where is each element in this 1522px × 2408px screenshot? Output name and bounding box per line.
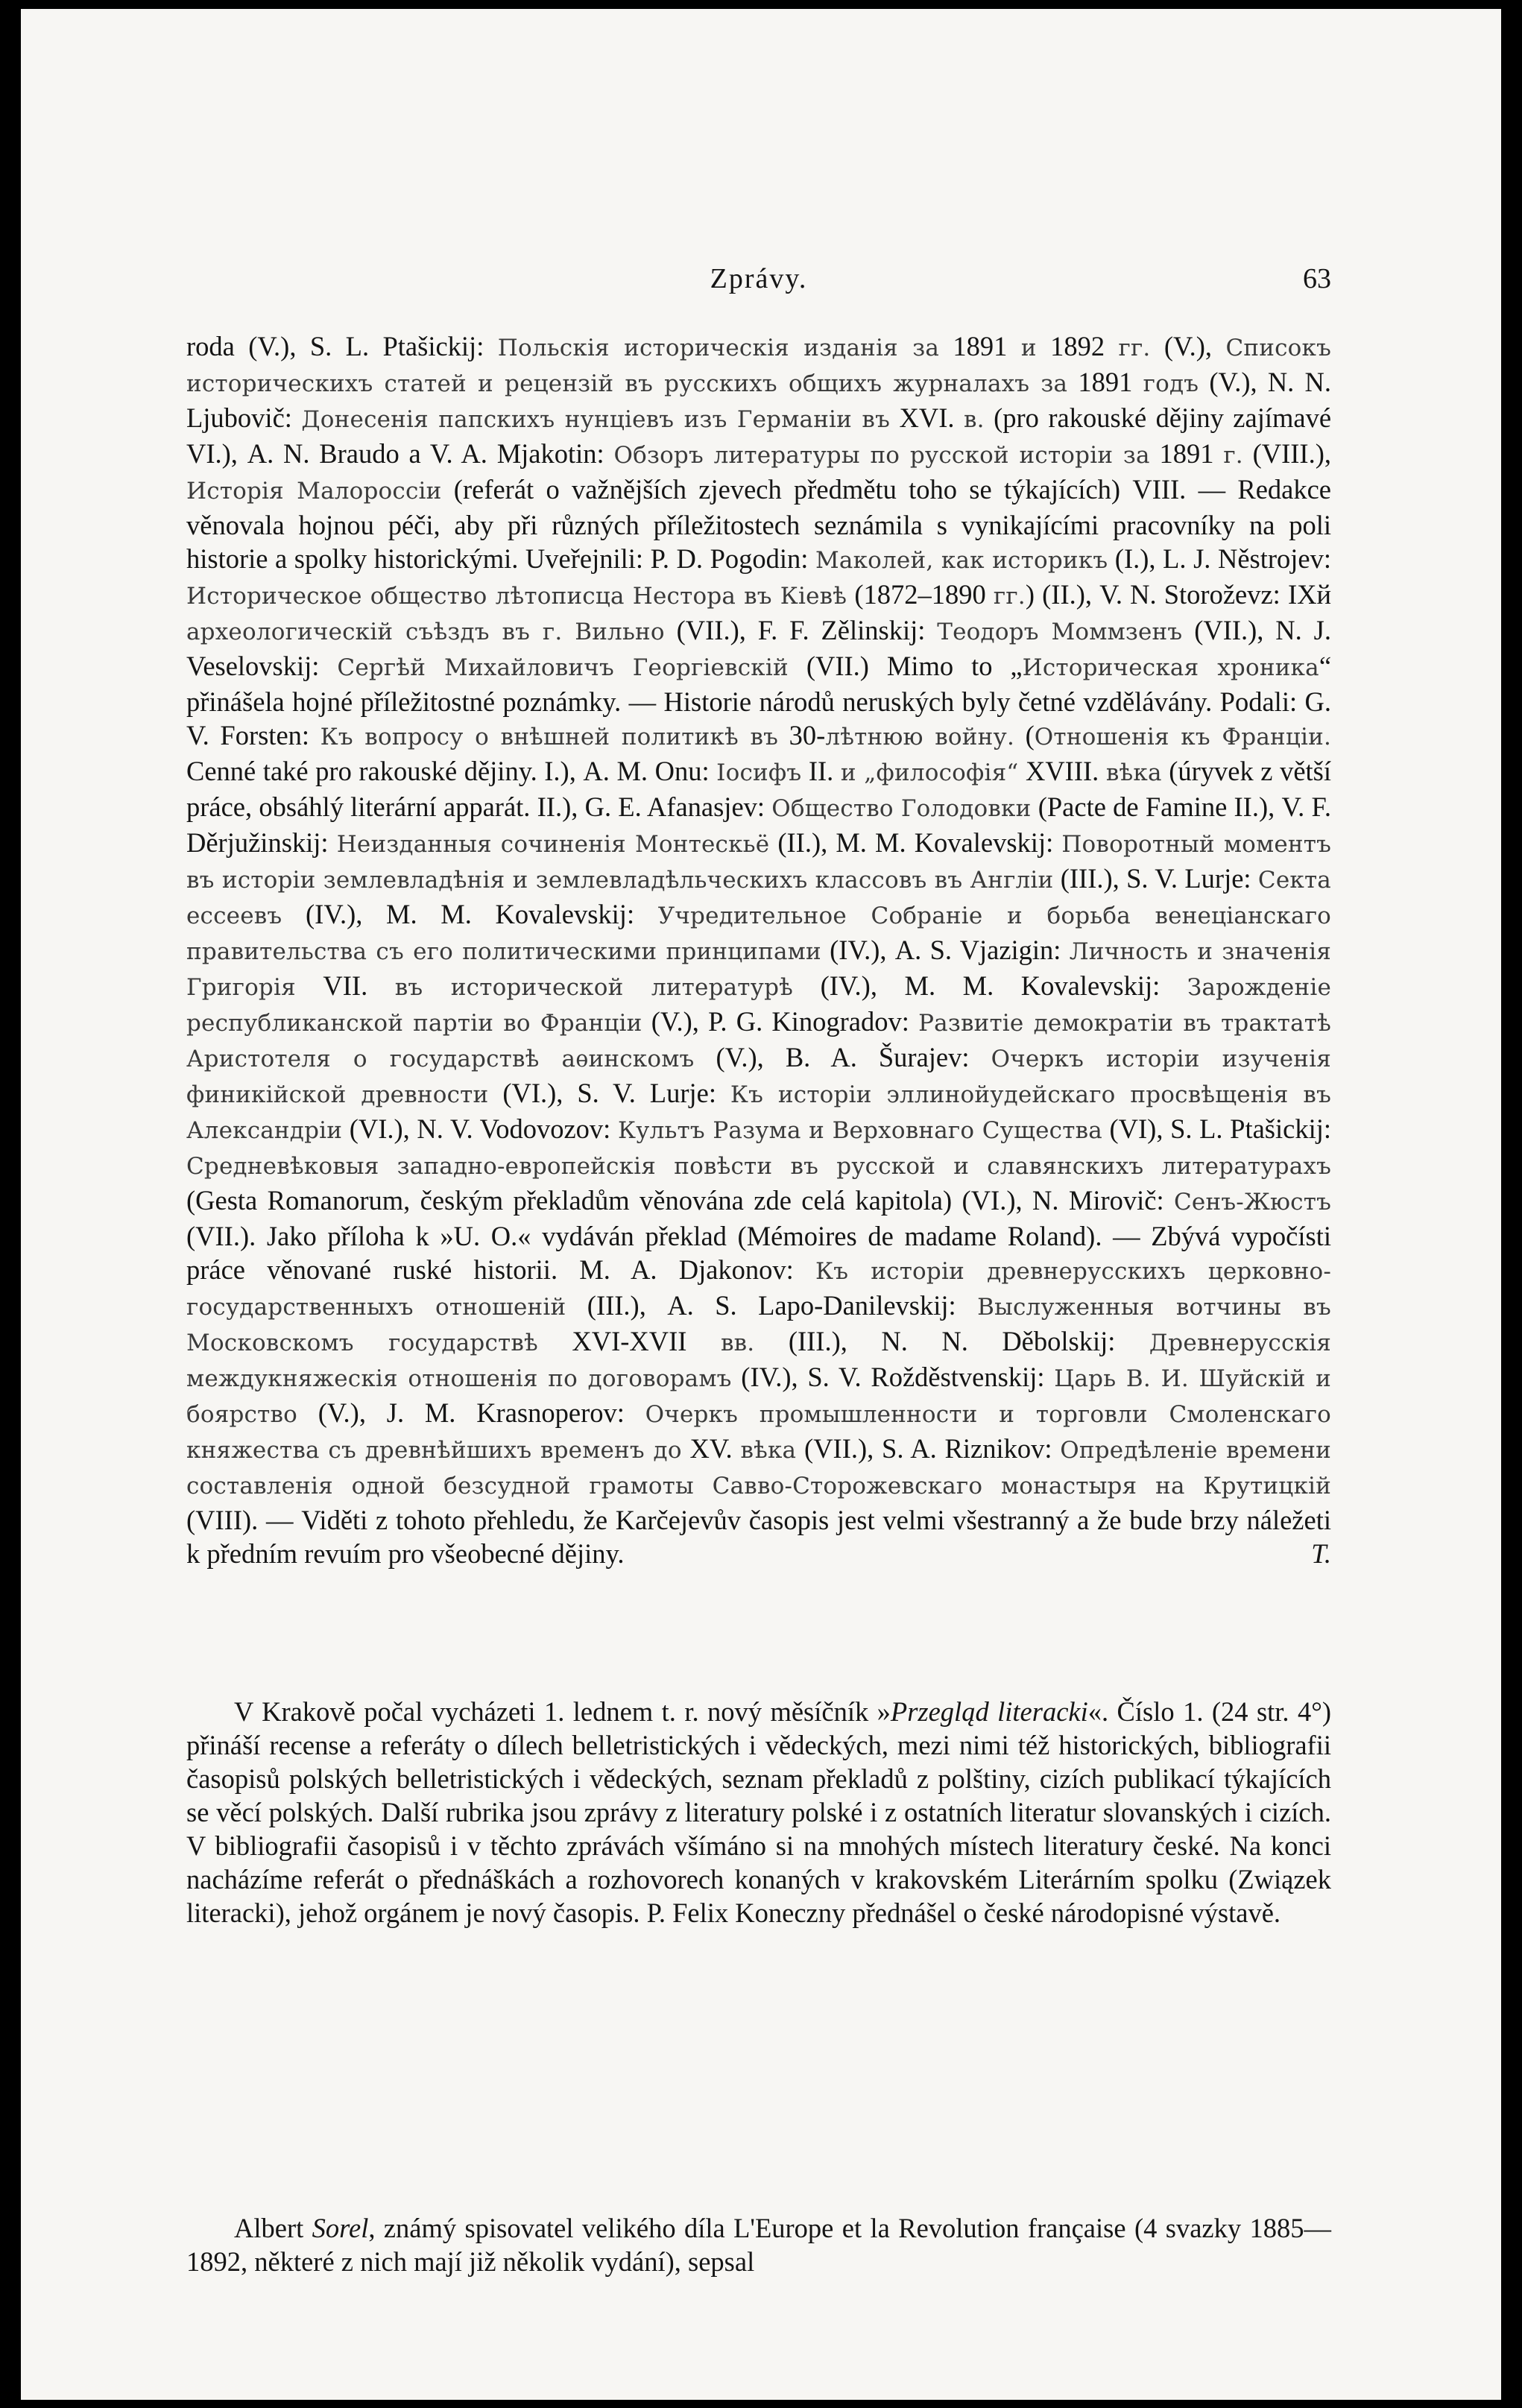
- review-text-run: “ přinášela hojné příležitostné poznámky. — Historie národů neruských byly četné vzdělávány. Podali: G. V. Forsten:: [186, 651, 1332, 750]
- review-styled-run: Іосифъ: [716, 759, 802, 786]
- review-text-run: 1892: [1036, 331, 1119, 361]
- sorel-styled-run: Sorel: [312, 2213, 369, 2243]
- review-text-run: (VI.), S. V. Lurje:: [488, 1078, 730, 1108]
- review-text-run: (VII.) Mimo to „: [788, 651, 1023, 681]
- review-text-run: (VII.), F. F. Zělinskij:: [664, 615, 938, 645]
- review-text-run: (VII.). Jako příloha k »U. O.« vydáván překlad (Mémoires de madame Roland). — Zbývá vypočísti práce věnované ruské historii. M. A. Djakonov:: [186, 1221, 1331, 1285]
- review-styled-run: и „философія“: [840, 759, 1019, 786]
- review-styled-run: Списокъ историческихъ статей и рецензій въ русскихъ общихъ журналахъ за: [186, 335, 1332, 397]
- review-styled-run: Средневѣковыя западно-европейскія повѣсти въ русской и славянскихъ литературахъ: [186, 1153, 1331, 1180]
- review-styled-run: Неизданныя сочиненія Монтескьё: [336, 831, 770, 858]
- review-text-run: (VIII.),: [1242, 438, 1331, 469]
- page-title: Zprávy.: [710, 263, 808, 294]
- review-styled-run: Опредѣленіе времени составленія одной безсудной грамоты Савво-Сторожевскаго монастыря на Крутицкій: [186, 1437, 1332, 1500]
- review-styled-run: вѣка: [740, 1437, 797, 1464]
- przeglad-paragraph: [186, 1695, 1331, 1930]
- review-text-run: (Pacte de Famine II.), V. F. Děrjužinskij:: [186, 791, 1331, 858]
- review-styled-run: Донесенія папскихъ нунціевъ изъ Германіи въ: [301, 406, 891, 433]
- page-sheet: [21, 9, 1501, 2400]
- review-styled-run: Личность и значенія Григорія: [186, 938, 1331, 1001]
- review-styled-run: гг.: [1118, 335, 1151, 361]
- sorel-text-run: , známý spisovatel velikého díla L'Europe et la Revolution française (4 svazky 1885—1892, některé z nich mají již několik vydání), sepsal: [186, 2213, 1331, 2277]
- review-styled-run: годъ: [1143, 370, 1199, 397]
- review-styled-run: Польскія историческія изданія за: [497, 335, 940, 361]
- running-header: [186, 262, 1331, 307]
- review-text-run: 1891: [1067, 367, 1143, 397]
- review-text-run: (VII.), S. A. Riznikov:: [796, 1433, 1061, 1464]
- review-text-run: (III.), N. N. Děbolskij:: [754, 1326, 1149, 1356]
- review-styled-run: въ исторической литературѣ: [394, 974, 794, 1001]
- przeglad-text: [186, 1696, 1331, 1928]
- review-text-run: XVIII.: [1018, 756, 1106, 786]
- review-text-run: (III.), S. V. Lurje:: [1053, 863, 1258, 894]
- review-styled-run: Древнерусскія междукняжескія отношенія по договорамъ: [186, 1330, 1331, 1392]
- review-text-run: (VI), S. L. Ptašickij:: [1102, 1113, 1332, 1144]
- review-text-run: (pro rakouské dějiny zajímavé VI.), A. N. Braudo a V. A. Mjakotin:: [186, 402, 1332, 469]
- review-styled-run: Маколей, как историкъ: [815, 547, 1108, 574]
- review-text-run: (V.), P. G. Kinogradov:: [642, 1006, 919, 1037]
- review-text-run: ) (II.), V. N. Storoževz: IXй: [1025, 579, 1332, 610]
- review-styled-run: в.: [963, 406, 985, 433]
- review-text-run: (IV.), M. M. Kovalevskij:: [793, 970, 1187, 1001]
- review-styled-run: и: [1020, 335, 1037, 361]
- review-styled-run: Общество Голодовки: [771, 795, 1032, 822]
- review-styled-run: Очеркъ исторіи изученія финикійской древности: [186, 1046, 1332, 1108]
- review-styled-run: г.: [1223, 442, 1243, 469]
- review-text-run: XVI.: [890, 402, 964, 433]
- review-styled-run: Къ вопросу о внѣшней политикѣ въ: [320, 724, 779, 750]
- sorel-text-run: Albert: [234, 2213, 312, 2243]
- review-text-run: (IV.), M. M. Kovalevskij:: [282, 899, 658, 929]
- review-text-run: II.: [801, 756, 841, 786]
- review-text-run: XVI-XVII: [537, 1326, 721, 1356]
- review-styled-run: Сергѣй Михайловичъ Георгіевскій: [337, 654, 789, 681]
- review-styled-run: Развитіе демократіи въ трактатѣ Аристотеля о государствѣ аѳинскомъ: [186, 1010, 1331, 1072]
- sorel-section: [186, 2211, 1331, 2278]
- review-styled-run: Очеркъ промышленности и торговли Смоленскаго княжества съ древнѣйшихъ временъ до: [186, 1401, 1331, 1464]
- review-styled-run: Выслуженныя вотчины въ Московскомъ государствѣ: [186, 1294, 1331, 1356]
- review-text-run: (V.), B. A. Šurajev:: [694, 1042, 991, 1072]
- review-text-run: (V.), N. N. Ljubovič:: [186, 367, 1332, 433]
- review-styled-run: Теодоръ Моммзенъ: [937, 619, 1183, 645]
- review-text-run: (V.),: [1150, 331, 1226, 361]
- review-styled-run: Зарожденіе республиканской партіи во Франціи: [186, 974, 1331, 1037]
- review-text-run: Cenné také pro rakouské dějiny. I.), A. M. Onu:: [186, 756, 717, 786]
- przeglad-text-run: «. Číslo 1. (24 str. 4°) přináší recense a referáty o dílech belletristických i vědeckých, mezi nimi též historických, bibliografii časopisů polských belletristických i vědeckých, seznam překladů z polštiny, cizích publikací týkajících se věcí polských. Další rubrika jsou zprávy z literatury polské i z ostatních literatur slovanských i cizích. V bibliografii časopisů i v těchto zprávách všímáno si na mnohých místech literatury české. Na konci nacházíme referát o přednáškách a rozhovorech konaných v krakovském Literárním spolku (Związek literacki), jehož orgánem je nový časopis. P. Felix Koneczny přednášel o české národopisné výstavě.: [186, 1696, 1331, 1928]
- sorel-text: [186, 2213, 1331, 2277]
- review-text-run: (VIII). — Viděti z tohoto přehledu, že Karčejevův časopis jest velmi všestranný a že bude brzy náležeti k předním revuím pro všeobecné dějiny.: [186, 1505, 1331, 1569]
- review-styled-run: лѣтнюю войну.: [825, 724, 1014, 750]
- review-styled-run: Исторія Малороссіи: [186, 478, 442, 505]
- review-styled-run: Къ исторіи древнерусскихъ церковно-государственныхъ отношеній: [186, 1258, 1331, 1321]
- review-styled-run: Историческая хроника: [1022, 654, 1319, 681]
- review-text-run: (III.), A. S. Lapo-Danilevskij:: [566, 1290, 978, 1321]
- page-number: 63: [1303, 263, 1331, 294]
- review-styled-run: Культъ Разума и Верховнаго Существа: [617, 1117, 1102, 1144]
- review-text-run: 1891: [1149, 438, 1224, 469]
- review-styled-run: Историческое общество лѣтописца Нестора въ Кіевѣ: [186, 583, 847, 610]
- author-signature: T.: [1311, 1538, 1331, 1569]
- review-text-run: (referát o važnějších zjevech předmětu toho se týkajících) VIII. — Redakce věnovala hojnou péči, aby při různých příležitostech seznámila s vynikajícími pracovníky na poli historie a spolky historickými. Uveřejnili: P. D. Pogodin:: [186, 474, 1332, 574]
- review-styled-run: Царь В. И. Шуйскій и боярство: [186, 1365, 1332, 1428]
- review-text-run: (1872–1890: [847, 579, 994, 610]
- review-text-run: VII.: [295, 970, 395, 1001]
- review-styled-run: Къ исторіи эллинойудейскаго просвѣщенія въ Александріи: [186, 1081, 1332, 1144]
- review-styled-run: гг.: [993, 583, 1026, 610]
- przeglad-styled-run: Przegląd literacki: [890, 1696, 1088, 1727]
- review-text-run: (IV.), S. V. Rožděstvenskij:: [731, 1362, 1055, 1392]
- review-styled-run: Поворотный моментъ въ исторіи землевладѣнія и землевладѣльческихъ классовъ въ Англіи: [186, 831, 1331, 894]
- review-text-run: (: [1014, 720, 1035, 750]
- review-text-run: (I.), L. J. Něstrojev:: [1108, 543, 1331, 574]
- review-text-run: (Gesta Romanorum, českým překladům věnována zde celá kapitola) (VI.), N. Mirovič:: [186, 1185, 1175, 1216]
- review-text-run: XV.: [681, 1433, 741, 1464]
- review-styled-run: археологическій съѣздъ въ г. Вильно: [186, 619, 665, 645]
- review-text-run: (VII.), N. J. Veselovskij:: [186, 615, 1331, 681]
- review-styled-run: вѣка: [1105, 759, 1162, 786]
- review-text-run: 30-: [778, 720, 826, 750]
- sorel-paragraph: [186, 2211, 1331, 2278]
- review-text-run: (V.), J. M. Krasnoperov:: [297, 1397, 645, 1428]
- review-styled-run: Секта ессеевъ: [186, 867, 1331, 929]
- przeglad-literacki-section: [186, 1695, 1331, 1930]
- review-text-run: (VI.), N. V. Vodovozov:: [342, 1113, 618, 1144]
- review-styled-run: Отношенія къ Франціи.: [1034, 724, 1332, 750]
- review-text-run: roda (V.), S. L. Ptašickij:: [186, 331, 498, 361]
- review-paragraph: [186, 329, 1331, 1570]
- review-styled-run: Учредительное Собраніе и борьба венеціанскаго правительства съ его политическими принципами: [186, 903, 1331, 965]
- review-styled-run: Обзоръ литературы по русской исторіи за: [613, 442, 1150, 469]
- review-text-run: (II.), M. M. Kovalevskij:: [769, 827, 1062, 858]
- review-text-run: (IV.), A. S. Vjazigin:: [821, 935, 1070, 965]
- review-text: [186, 331, 1331, 1569]
- review-text-run: (úryvek z větší práce, obsáhlý literární apparát. II.), G. E. Afanasjev:: [186, 756, 1332, 822]
- review-styled-run: Сенъ-Жюстъ: [1174, 1189, 1331, 1216]
- review-text-run: 1891: [939, 331, 1021, 361]
- review-styled-run: вв.: [720, 1330, 755, 1356]
- journal-review-section: [186, 329, 1331, 1570]
- przeglad-text-run: V Krakově počal vycházeti 1. lednem t. r. nový měsíčník »: [234, 1696, 891, 1727]
